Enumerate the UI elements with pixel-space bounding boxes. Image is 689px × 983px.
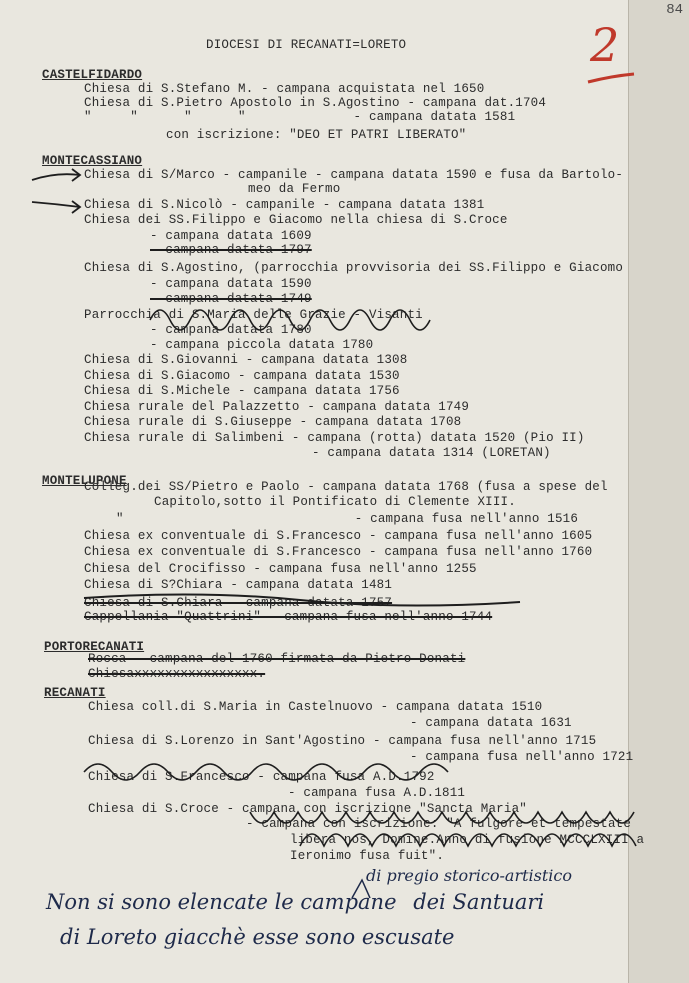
section-heading: RECANATI	[44, 686, 106, 700]
handwritten-prefix: Non si sono elencate le campane	[46, 890, 397, 914]
document-line: Chiesa di S.Stefano M. - campana acquistata nel 1650	[84, 82, 485, 96]
section-heading: CASTELFIDARDO	[42, 68, 143, 82]
handwritten-suffix: dei Santuari	[413, 890, 545, 914]
document-line: Chiesa di S.Giovanni - campana datata 1308	[84, 353, 408, 367]
document-line: - campana datata 1797	[150, 243, 312, 257]
document-line: - campana fusa nell'anno 1721	[410, 750, 634, 764]
document-line: Chiesa ex conventuale di S.Francesco - campana fusa nell'anno 1760	[84, 545, 593, 559]
document-line: Chiesa ex conventuale di S.Francesco - campana fusa nell'anno 1605	[84, 529, 593, 543]
document-line: Chiesa di S.Agostino, (parrocchia provvisoria dei SS.Filippo e Giacomo	[84, 261, 624, 275]
document-line: Chiesa di S.Pietro Apostolo in S.Agostino - campana dat.1704	[84, 96, 547, 110]
document-line: Chiesa rurale di S.Giuseppe - campana datata 1708	[84, 415, 462, 429]
document-line: Chiesa dei SS.Filippo e Giacomo nella chiesa di S.Croce	[84, 213, 508, 227]
document-line: Chiesa rurale del Palazzetto - campana datata 1749	[84, 400, 470, 414]
document-line: - campana datata 1749	[150, 292, 312, 306]
document-line: Chiesa di S?Chiara - campana datata 1481	[84, 578, 393, 592]
document-line: Chiesaxxxxxxxxxxxxxxxx.	[88, 667, 266, 681]
document-title: DIOCESI DI RECANATI=LORETO	[206, 38, 407, 52]
document-line: Chiesa del Crocifisso - campana fusa nell'anno 1255	[84, 562, 477, 576]
document-line: Colleg.dei SS/Pietro e Paolo - campana datata 1768 (fusa a spese del	[84, 480, 608, 494]
document-line: - campana datata 1609	[150, 229, 312, 243]
section-heading: MONTECASSIANO	[42, 154, 143, 168]
section-heading: PORTORECANATI	[44, 640, 145, 654]
document-line: Chiesa di S.Nicolò - campanile - campana datata 1381	[84, 198, 485, 212]
red-handwritten-number: 2	[590, 18, 620, 72]
document-line: Chiesa di S.Chiara - campana datata 1757	[84, 596, 393, 610]
document-line: Cappellania "Quattrini" - campana fusa nell'anno 1744	[84, 610, 493, 624]
arrow-mark-1	[32, 169, 80, 181]
document-line: Rocca - campana del 1760 firmata da Pietro Donati	[88, 652, 466, 666]
document-line: - campana piccola datata 1780	[150, 338, 374, 352]
document-line: meo da Fermo	[248, 182, 341, 196]
arrow-mark-2	[32, 201, 80, 213]
handwritten-note-line2: di Loreto giacchè esse sono escusate	[60, 925, 455, 949]
document-line: Chiesa di S.Croce - campana con iscrizione "Sancta Maria"	[88, 802, 527, 816]
document-line: Chiesa rurale di Salimbeni - campana (rotta) datata 1520 (Pio II)	[84, 431, 585, 445]
section-heading: MONTELUPONE	[42, 474, 127, 488]
document-line: Chiesa di S.Michele - campana datata 1756	[84, 384, 400, 398]
document-line: Capitolo,sotto il Pontificato di Clemente XIII.	[154, 495, 516, 509]
handwritten-note-line1	[46, 890, 544, 914]
document-line: Chiesa coll.di S.Maria in Castelnuovo - campana datata 1510	[88, 700, 543, 714]
handwritten-insert: di pregio storico-artistico	[366, 866, 573, 885]
document-line: - campana con iscrizione: "A fulgore et tempestate	[246, 817, 632, 831]
document-line: Chiesa di S/Marco - campanile - campana datata 1590 e fusa da Bartolo-	[84, 168, 624, 182]
document-line: - campana datata 1590	[150, 277, 312, 291]
document-line: libera nos, Domine.Anno di fusione MCCCLXIII a	[290, 833, 645, 847]
document-line: - campana fusa A.D.1811	[288, 786, 466, 800]
document-line: Ieronimo fusa fuit".	[290, 849, 445, 863]
document-line: Chiesa di S.Lorenzo in Sant'Agostino - campana fusa nell'anno 1715	[88, 734, 597, 748]
document-line: Chiesa di S.Francesco - campana fusa A.D.1792	[88, 770, 435, 784]
document-line: - campana datata 1780	[150, 323, 312, 337]
document-line: - campana datata 1631	[410, 716, 572, 730]
document-line: " - campana fusa nell'anno 1516	[116, 512, 579, 526]
document-line: Parrocchia di S.Maria delle Grazie - Visanti	[84, 308, 423, 322]
document-line: " " " " - campana datata 1581	[84, 110, 516, 124]
document-line: - campana datata 1314 (LORETAN)	[312, 446, 551, 460]
page-number: 84	[666, 2, 683, 18]
document-line: con iscrizione: "DEO ET PATRI LIBERATO"	[166, 128, 467, 142]
document-line: Chiesa di S.Giacomo - campana datata 1530	[84, 369, 400, 383]
